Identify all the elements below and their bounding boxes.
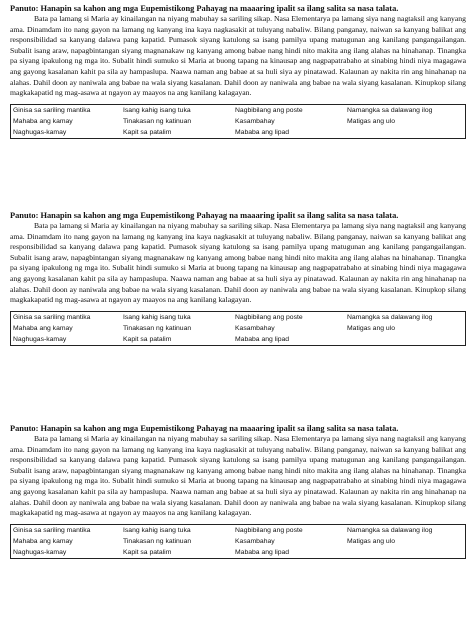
choice-item: Nagbibilang ang poste [235,106,303,114]
choice-item: Namangka sa dalawang ilog [347,313,433,321]
worksheet-3 [10,423,466,559]
choice-item: Mababa ang lipad [235,335,290,343]
choice-item: Isang kahig isang tuka [123,526,191,534]
choice-item: Ginisa sa sariling mantika [13,106,91,114]
choice-item: Kapit sa patalim [123,335,172,343]
choice-item: Kasambahay [235,117,275,125]
choice-item: Matigas ang ulo [347,324,395,332]
choices-box [10,104,466,139]
choice-item [345,127,465,138]
choice-item: Tinakasan ng katinuan [123,324,192,332]
instruction: Panuto: Hanapin sa kahon ang mga Eupemistikong Pahayag na maaaring ipalit sa ilang salita sa nasa talata. [10,4,399,13]
choice-item: Mahaba ang kamay [13,324,73,332]
choice-item: Kasambahay [235,537,275,545]
choice-item: Tinakasan ng katinuan [123,537,192,545]
worksheet-1 [10,3,466,139]
choices-box [10,311,466,346]
choice-item [345,334,465,345]
choice-item: Isang kahig isang tuka [123,106,191,114]
choice-item [345,547,465,558]
story-paragraph: Bata pa lamang si Maria ay kinailangan na niyang mabuhay sa sariling sikap. Nasa Elementarya pa lamang siya nang nagtaksil ang kanyang ama. Dinamdam ito nang gayon na lamang ng kanyang ina kaya nagkasakit at tuluyang nabaliw. Bilang panganay, naiwan sa kanyang balikat ang responsibilidad sa kanyang dalawa pang kapatid. Pumasok siyang katulong sa isang pamilya upang matugunan ang kanilang pangangailangan. Subalit isang araw, napagbintangan siyang magnanakaw ng kanyang among babae nang hindi nito makita ang ilang alahas na hinahanap. Tinangka pa siyang ipakulong ng mga ito. Subalit hindi sumuko si Maria at buong tapang na kinausap ang nagpapatrabaho at sinabing hindi niya magagawa ang gayong kasalanan kahit pa sila ay hampaslupa. Naawa naman ang babae at sa huli siya ay pinatawad. Kalaunan ay nakita rin ang hinahanap na alahas. Dahil doon ay naniwala ang babae na wala siyang kasalanan. Dahil doon ay naniwala ang babae na wala siyang kasalanan. Kinupkop silang magkakapatid ng mag-asawa at ngayon ay maayos na ang kanilang kalagayan. [10,14,466,98]
choice-item: Nagbibilang ang poste [235,526,303,534]
story-paragraph: Bata pa lamang si Maria ay kinailangan na niyang mabuhay sa sariling sikap. Nasa Elementarya pa lamang siya nang nagtaksil ang kanyang ama. Dinamdam ito nang gayon na lamang ng kanyang ina kaya nagkasakit at tuluyang nabaliw. Bilang panganay, naiwan sa kanyang balikat ang responsibilidad sa kanyang dalawa pang kapatid. Pumasok siyang katulong sa isang pamilya upang matugunan ang kanilang pangangailangan. Subalit isang araw, napagbintangan siyang magnanakaw ng kanyang among babae nang hindi nito makita ang ilang alahas na hinahanap. Tinangka pa siyang ipakulong ng mga ito. Subalit hindi sumuko si Maria at buong tapang na kinausap ang nagpapatrabaho at sinabing hindi niya magagawa ang gayong kasalanan kahit pa sila ay hampaslupa. Naawa naman ang babae at sa huli siya ay pinatawad. Kalaunan ay nakita rin ang hinahanap na alahas. Dahil doon ay naniwala ang babae na wala siyang kasalanan. Dahil doon ay naniwala ang babae na wala siyang kasalanan. Kinupkop silang magkakapatid ng mag-asawa at ngayon ay maayos na ang kanilang kalagayan. [10,434,466,518]
choice-item: Mahaba ang kamay [13,117,73,125]
choice-item: Mababa ang lipad [235,128,290,136]
choice-item: Naghugas-kamay [13,548,67,556]
choice-item: Naghugas-kamay [13,335,67,343]
choice-item: Matigas ang ulo [347,117,395,125]
choice-item: Tinakasan ng katinuan [123,117,192,125]
choice-item: Namangka sa dalawang ilog [347,106,433,114]
choices-box [10,524,466,559]
choice-item: Kapit sa patalim [123,128,172,136]
choice-item: Nagbibilang ang poste [235,313,303,321]
story-paragraph: Bata pa lamang si Maria ay kinailangan na niyang mabuhay sa sariling sikap. Nasa Elementarya pa lamang siya nang nagtaksil ang kanyang ama. Dinamdam ito nang gayon na lamang ng kanyang ina kaya nagkasakit at tuluyang nabaliw. Bilang panganay, naiwan sa kanyang balikat ang responsibilidad sa kanyang dalawa pang kapatid. Pumasok siyang katulong sa isang pamilya upang matugunan ang kanilang pangangailangan. Subalit isang araw, napagbintangan siyang magnanakaw ng kanyang among babae nang hindi nito makita ang ilang alahas na hinahanap. Tinangka pa siyang ipakulong ng mga ito. Subalit hindi sumuko si Maria at buong tapang na kinausap ang nagpapatrabaho at sinabing hindi niya magagawa ang gayong kasalanan kahit pa sila ay hampaslupa. Naawa naman ang babae at sa huli siya ay pinatawad. Kalaunan ay nakita rin ang hinahanap na alahas. Dahil doon ay naniwala ang babae na wala siyang kasalanan. Dahil doon ay naniwala ang babae na wala siyang kasalanan. Kinupkop silang magkakapatid ng mag-asawa at ngayon ay maayos na ang kanilang kalagayan. [10,221,466,305]
choice-item: Kasambahay [235,324,275,332]
choice-item: Mahaba ang kamay [13,537,73,545]
choice-item: Mababa ang lipad [235,548,290,556]
instruction: Panuto: Hanapin sa kahon ang mga Eupemistikong Pahayag na maaaring ipalit sa ilang salita sa nasa talata. [10,211,399,220]
choice-item: Isang kahig isang tuka [123,313,191,321]
choice-item: Ginisa sa sariling mantika [13,313,91,321]
choice-item: Naghugas-kamay [13,128,67,136]
choice-item: Kapit sa patalim [123,548,172,556]
instruction: Panuto: Hanapin sa kahon ang mga Eupemistikong Pahayag na maaaring ipalit sa ilang salita sa nasa talata. [10,424,399,433]
choice-item: Namangka sa dalawang ilog [347,526,433,534]
worksheet-2 [10,210,466,346]
choice-item: Ginisa sa sariling mantika [13,526,91,534]
choice-item: Matigas ang ulo [347,537,395,545]
